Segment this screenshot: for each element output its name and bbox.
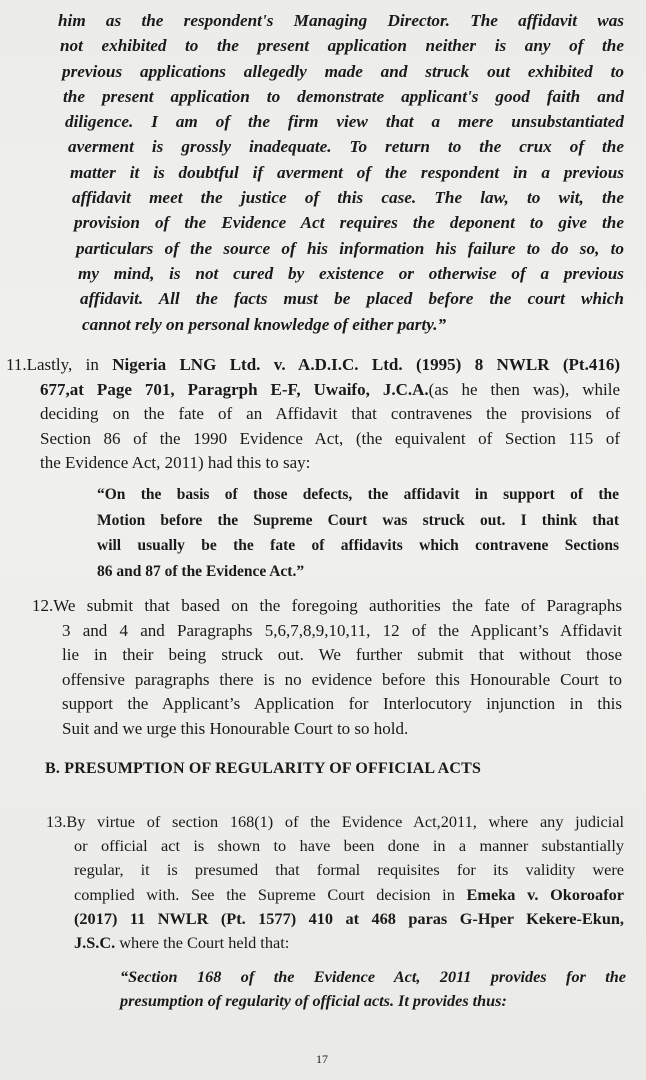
quote-line: provision of the Evidence Act requires the deponent to give the — [74, 213, 624, 233]
paragraph-line — [6, 378, 620, 403]
quote-line: him as the respondent's Managing Director. The affidavit was — [58, 11, 624, 30]
paragraph-line: offensive paragraphs there is no evidence before this Honourable Court to — [62, 669, 622, 689]
paragraph-line: support the Applicant’s Application for Interlocutory injunction in this — [62, 694, 622, 714]
quote-line: Motion before the Supreme Court was struck out. I think that — [97, 511, 619, 529]
paragraph-line: the Evidence Act, 2011) had this to say: — [40, 453, 311, 473]
paragraph-line: or official act is shown to have been done in a manner substantially — [74, 836, 624, 856]
quote-line: “Section 168 of the Evidence Act, 2011 provides for the — [120, 968, 626, 986]
quote-line: matter it is doubtful if averment of the respondent in a previous — [70, 162, 624, 182]
quote-line: cannot rely on personal knowledge of either party.” — [82, 314, 447, 334]
paragraph-line: lie in their being struck out. We further submit that without those — [62, 645, 622, 665]
paragraph-11 — [6, 353, 620, 476]
paragraph-text: where the Court held that: — [115, 933, 290, 953]
quote-block-11 — [97, 482, 619, 584]
quote-line: 86 and 87 of the Evidence Act.” — [97, 562, 305, 580]
paragraph-line: Section 86 of the 1990 Evidence Act, (the equivalent of Section 115 of — [40, 428, 620, 448]
paragraph-text: 11.Lastly, in — [6, 355, 113, 374]
quote-line: presumption of regularity of official acts. It provides thus: — [120, 991, 507, 1010]
paragraph-line: deciding on the fate of an Affidavit that contravenes the provisions of — [40, 404, 620, 424]
quote-line: previous applications allegedly made and struck out exhibited to — [62, 61, 624, 81]
paragraph-12 — [32, 594, 622, 742]
paragraph-line: 13.By virtue of section 168(1) of the Evidence Act,2011, where any judicial — [46, 812, 624, 831]
paragraph-13 — [46, 810, 624, 955]
quote-line: will usually be the fate of affidavits which contravene Sections — [97, 537, 619, 555]
paragraph-text: (as he then was), while — [428, 379, 620, 399]
paragraph-line: regular, it is presumed that formal requisites for its validity were — [74, 860, 624, 880]
paragraph-line — [6, 353, 620, 378]
quote-line: the present application to demonstrate applicant's good faith and — [63, 86, 624, 106]
case-citation: Nigeria LNG Ltd. v. A.D.I.C. Ltd. (1995) 8 NWLR (Pt.416) — [112, 355, 620, 374]
quote-block-13 — [120, 966, 626, 1013]
quote-line: not exhibited to the present application neither is any of the — [60, 36, 624, 56]
quote-line: “On the basis of those defects, the affidavit in support of the — [97, 486, 619, 503]
paragraph-line: 12.We submit that based on the foregoing authorities the fate of Paragraphs — [32, 596, 622, 615]
paragraph-line — [46, 931, 624, 955]
paragraph-line — [46, 907, 624, 931]
paragraph-line: Suit and we urge this Honourable Court to so hold. — [62, 718, 409, 738]
page-number: 17 — [316, 1052, 328, 1066]
case-citation: 677,at Page 701, Paragrph E-F, Uwaifo, J.C.A. — [40, 379, 429, 399]
quote-line: averment is grossly inadequate. To return to the crux of the — [68, 137, 624, 157]
case-citation: J.S.C. — [74, 933, 116, 953]
quote-line: my mind, is not cured by existence or otherwise of a previous — [78, 263, 624, 283]
case-citation: Emeka v. Okoroafor — [466, 884, 624, 904]
quote-line: particulars of the source of his information his failure to do so, to — [76, 238, 624, 258]
case-citation: (2017) 11 NWLR (Pt. 1577) 410 at 468 paras G-Hper Kekere-Ekun, — [74, 908, 624, 928]
paragraph-text: complied with. See the Supreme Court decision in — [74, 884, 467, 904]
paragraph-line — [46, 883, 624, 907]
quote-line: affidavit meet the justice of this case. The law, to wit, the — [72, 188, 624, 208]
quote-line: diligence. I am of the firm view that a mere unsubstantiated — [65, 112, 624, 132]
section-heading: B. PRESUMPTION OF REGULARITY OF OFFICIAL ACTS — [45, 760, 482, 777]
quote-line: affidavit. All the facts must be placed before the court which — [80, 289, 624, 309]
paragraph-line: 3 and 4 and Paragraphs 5,6,7,8,9,10,11, 12 of the Applicant’s Affidavit — [62, 620, 622, 640]
quote-block-top — [58, 8, 624, 337]
